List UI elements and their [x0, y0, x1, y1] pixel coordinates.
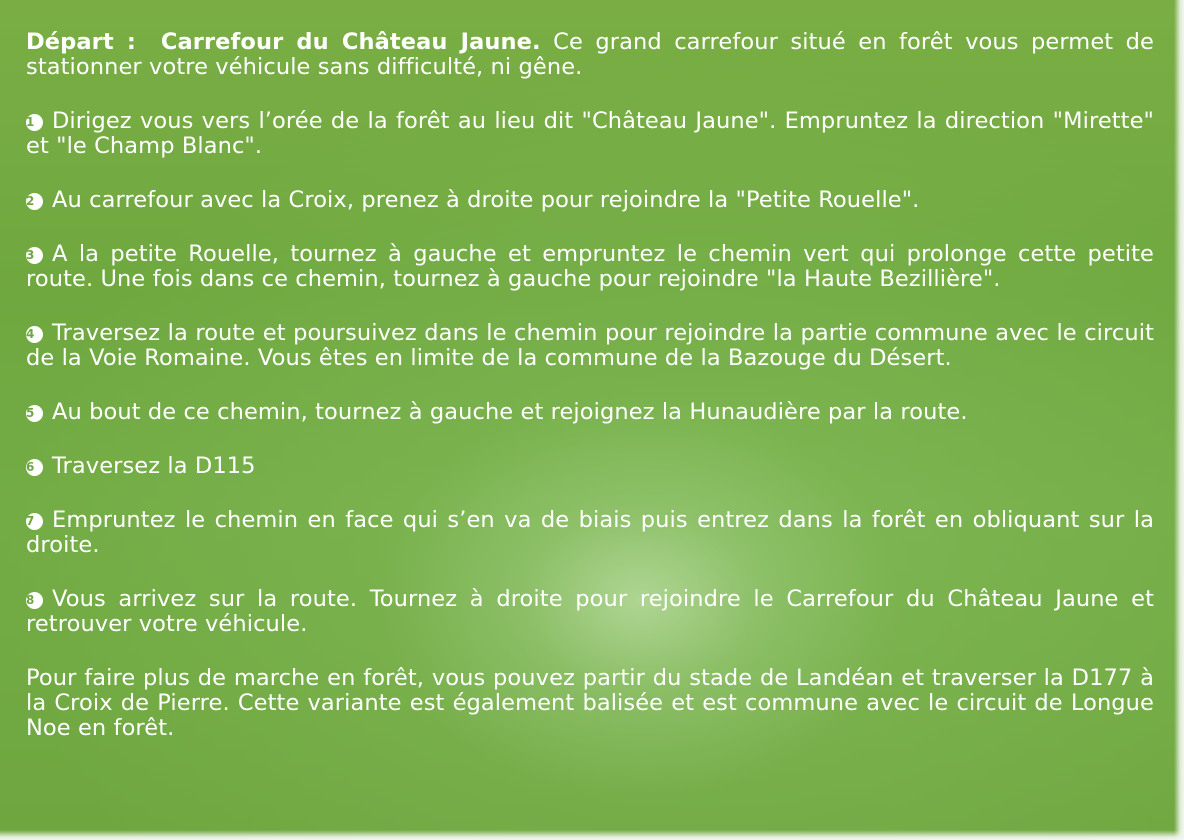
step-number-badge: 5	[26, 405, 43, 422]
step-number-badge: 1	[26, 114, 43, 131]
step-text: Traversez la route et poursuivez dans le chemin pour rejoindre la partie commune avec le circuit de la Voie Romaine. Vous êtes en limite de la commune de la Bazouge du Désert.	[26, 320, 1154, 371]
step-3	[26, 242, 1154, 292]
card-right-edge	[1174, 0, 1184, 840]
departure-place: Carrefour du Château Jaune.	[160, 29, 541, 55]
step-number-badge: 7	[26, 513, 43, 530]
departure-paragraph	[26, 30, 1154, 80]
step-text: Empruntez le chemin en face qui s’en va de biais puis entrez dans la forêt en obliquant sur la droite.	[26, 507, 1154, 558]
step-text: Vous arrivez sur la route. Tournez à droite pour rejoindre le Carrefour du Château Jaune et retrouver votre véhicule.	[26, 586, 1154, 637]
step-7	[26, 508, 1154, 558]
step-text: Au carrefour avec la Croix, prenez à droite pour rejoindre la "Petite Rouelle".	[52, 187, 920, 213]
card-bottom-edge	[0, 830, 1184, 840]
step-text: Dirigez vous vers l’orée de la forêt au lieu dit "Château Jaune". Empruntez la direction "Mirette" et "le Champ Blanc".	[26, 108, 1154, 159]
step-text: A la petite Rouelle, tournez à gauche et empruntez le chemin vert qui prolonge cette petite route. Une fois dans ce chemin, tournez à gauche pour rejoindre "la Haute Bezillière".	[26, 241, 1154, 292]
step-8	[26, 587, 1154, 637]
step-text: Traversez la D115	[52, 453, 256, 479]
variant-note: Pour faire plus de marche en forêt, vous pouvez partir du stade de Landéan et traverser la D177 à la Croix de Pierre. Cette variante est également balisée et est commune avec le circuit de Longue Noe en forêt.	[26, 665, 1154, 741]
step-number-badge: 2	[26, 193, 43, 210]
departure-text: Ce grand carrefour situé en forêt vous permet de stationner votre véhicule sans difficulté, ni gêne.	[26, 29, 1154, 80]
step-text: Au bout de ce chemin, tournez à gauche et rejoignez la Hunaudière par la route.	[52, 399, 968, 425]
departure-label: Départ :	[26, 29, 136, 55]
step-4	[26, 321, 1154, 371]
step-number-badge: 3	[26, 247, 43, 264]
step-1	[26, 109, 1154, 159]
step-number-badge: 6	[26, 459, 43, 476]
step-number-badge: 4	[26, 326, 43, 343]
step-number-badge: 8	[26, 592, 43, 609]
step-2	[26, 188, 1154, 213]
itinerary-text	[26, 30, 1154, 741]
step-5	[26, 400, 1154, 425]
step-6	[26, 454, 1154, 479]
